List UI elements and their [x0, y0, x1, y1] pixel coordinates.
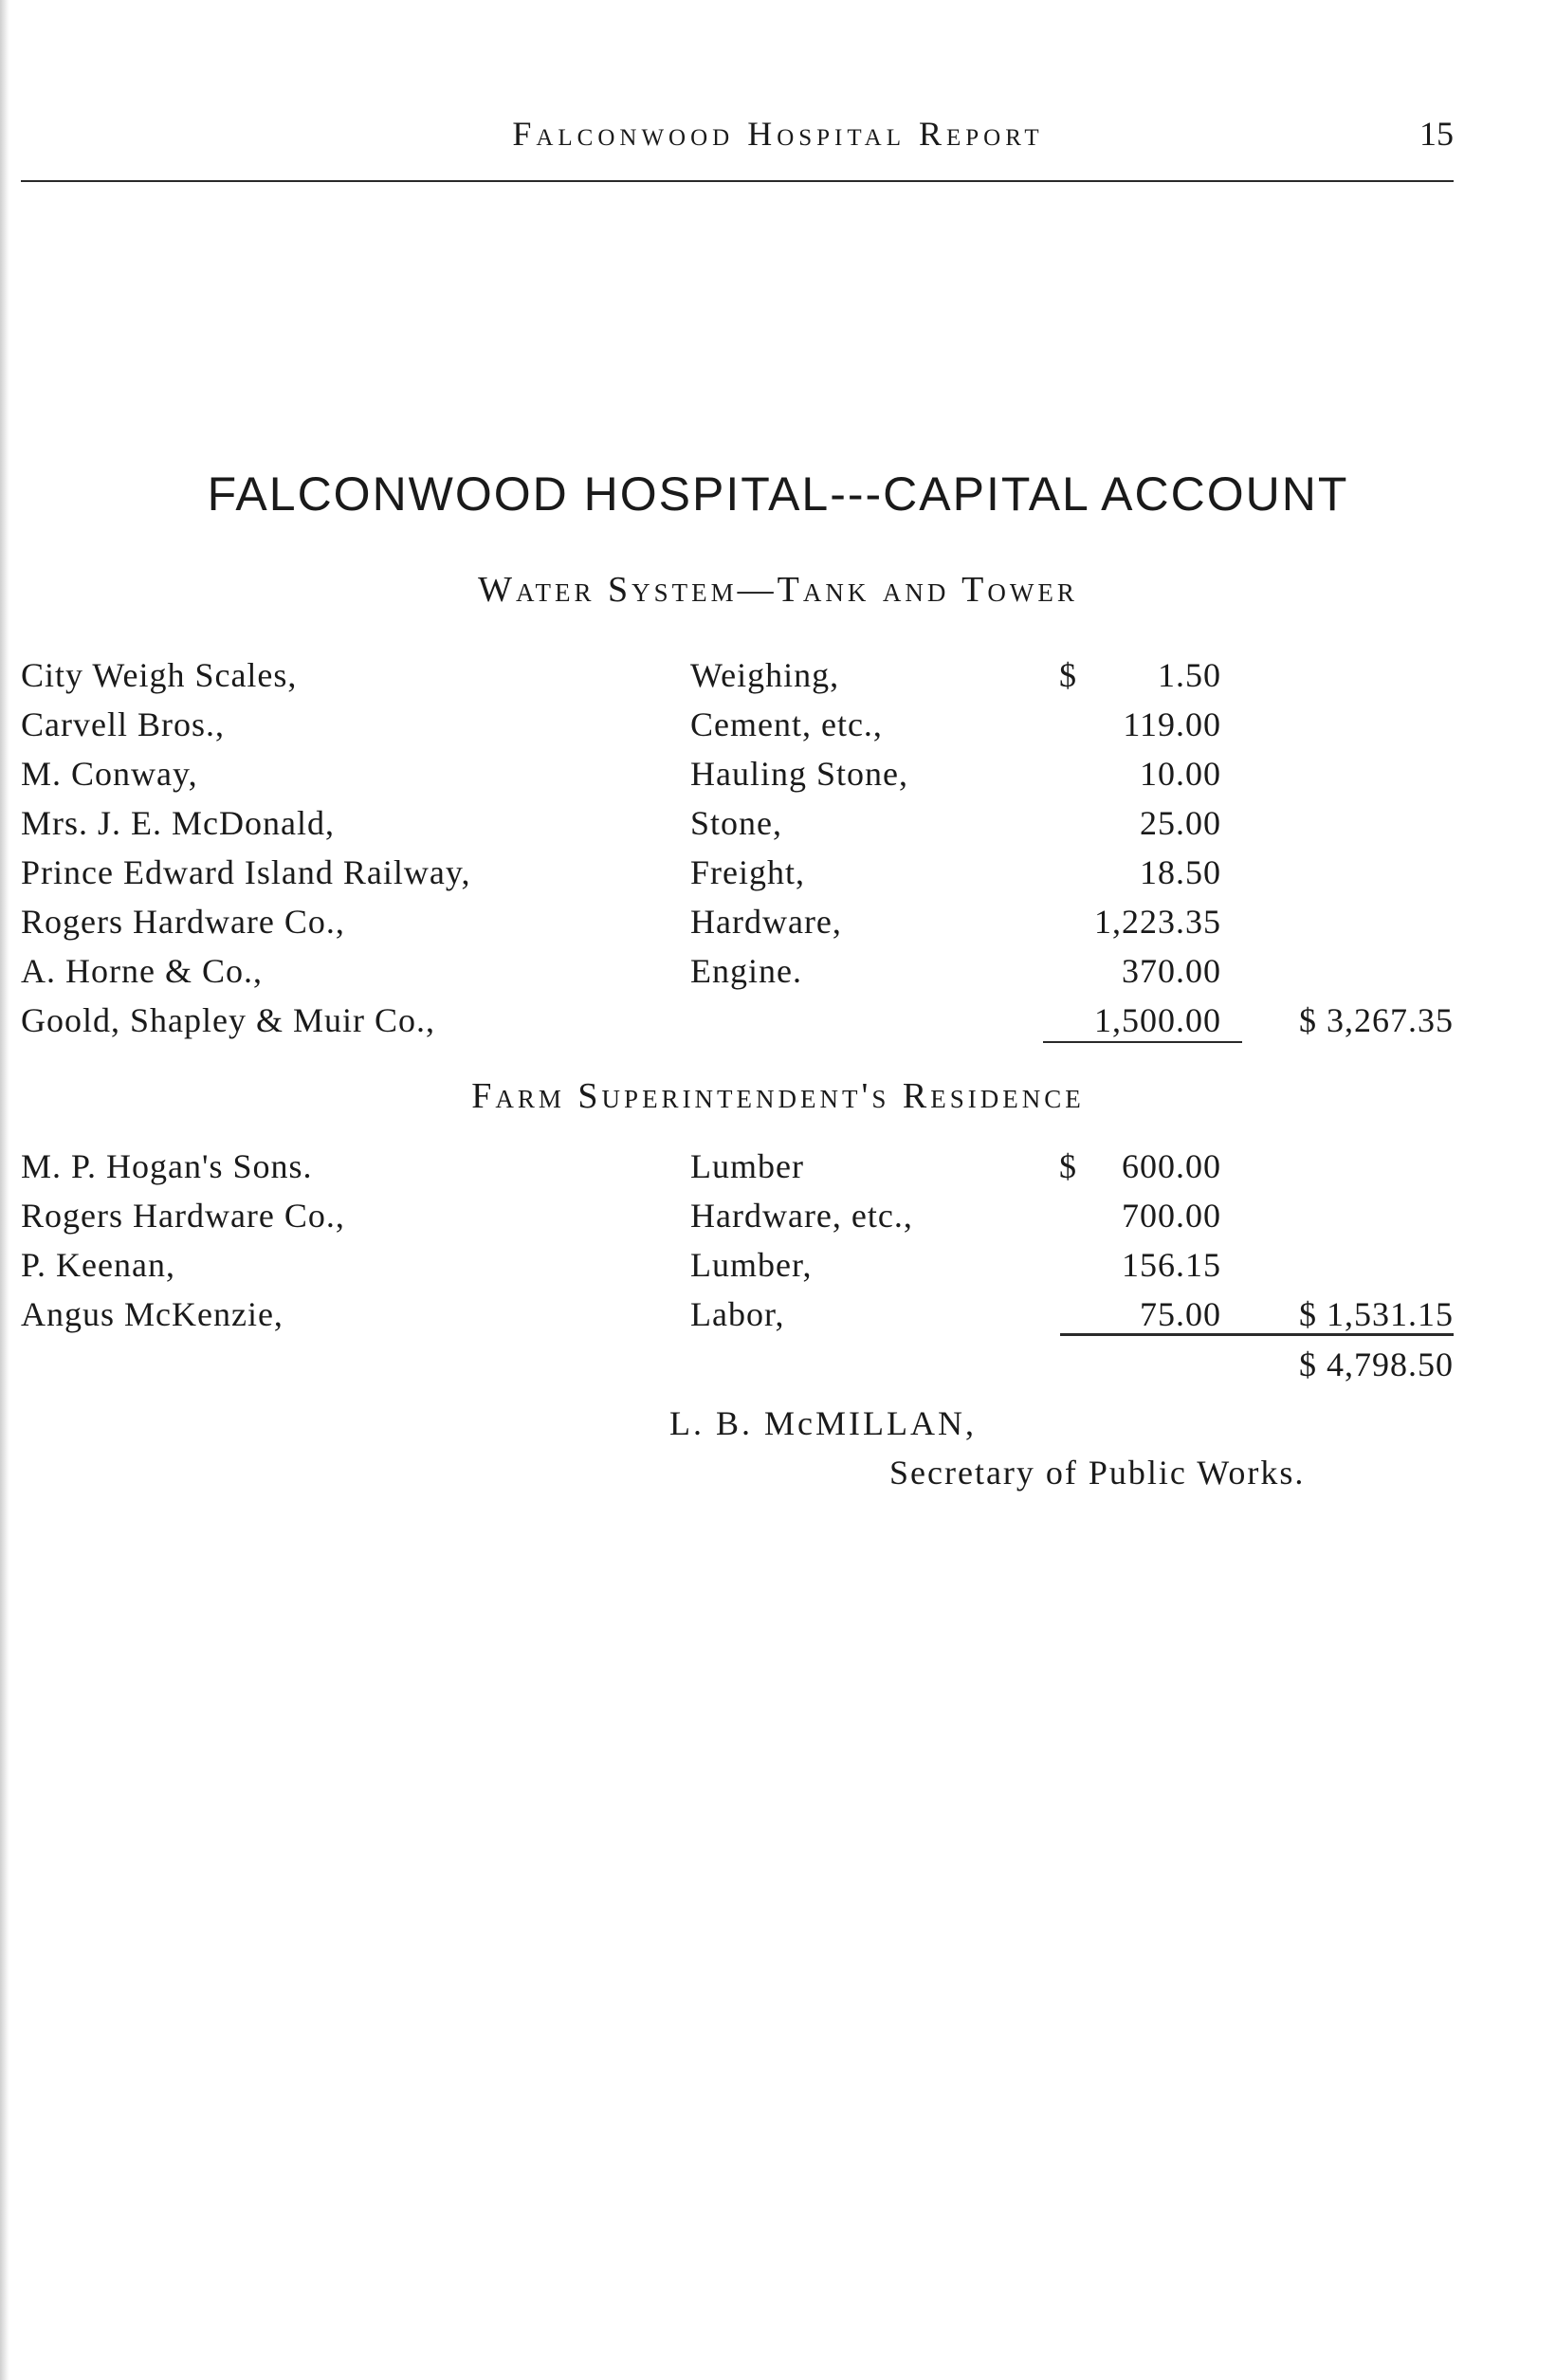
- amount: 1.50: [1158, 656, 1221, 694]
- table-row: [21, 1142, 1454, 1191]
- grand-total: $ 4,798.50: [1299, 1346, 1454, 1383]
- page-spine-shadow: [0, 0, 9, 2380]
- table-row: [21, 1191, 1454, 1240]
- payee: Rogers Hardware Co.,: [21, 903, 345, 941]
- item: Hardware,: [690, 903, 842, 941]
- payee: M. P. Hogan's Sons.: [21, 1147, 313, 1185]
- account-title: FALCONWOOD HOSPITAL---CAPITAL ACCOUNT: [207, 467, 1349, 521]
- amount: 18.50: [1140, 853, 1221, 891]
- payee: Prince Edward Island Railway,: [21, 853, 471, 891]
- header-rule: [21, 180, 1454, 182]
- item: Labor,: [690, 1295, 785, 1333]
- water-system-subtotal: $ 3,267.35: [1299, 1001, 1454, 1039]
- amount: 600.00: [1122, 1147, 1221, 1185]
- table-row: [21, 897, 1454, 946]
- amount: 75.00: [1140, 1295, 1221, 1333]
- payee: M. Conway,: [21, 755, 198, 793]
- page-number: 15: [1419, 115, 1454, 153]
- signer-title: Secretary of Public Works.: [889, 1454, 1306, 1492]
- table-row: [21, 650, 1454, 700]
- payee: P. Keenan,: [21, 1246, 175, 1284]
- farm-residence-heading: Farm Superintendent's Residence: [471, 1076, 1085, 1116]
- amount: 1,223.35: [1094, 903, 1221, 941]
- water-system-heading: Water System—Tank and Tower: [478, 570, 1078, 610]
- item: Lumber,: [690, 1246, 813, 1284]
- dollar-sign: $: [1059, 1147, 1076, 1185]
- item: Stone,: [690, 804, 783, 842]
- amount: 156.15: [1122, 1246, 1221, 1284]
- item: Cement, etc.,: [690, 705, 883, 743]
- farm-residence-table: [21, 1142, 1454, 1339]
- item: Hauling Stone,: [690, 755, 908, 793]
- table-row: [21, 749, 1454, 798]
- item: Hardware, etc.,: [690, 1197, 913, 1235]
- water-system-table: [21, 650, 1454, 1045]
- table-row: [21, 848, 1454, 897]
- payee: Mrs. J. E. McDonald,: [21, 804, 335, 842]
- dollar-sign: $: [1059, 656, 1076, 694]
- running-head: Falconwood Hospital Report: [512, 115, 1044, 153]
- amount: 10.00: [1140, 755, 1221, 793]
- amount: 370.00: [1122, 952, 1221, 990]
- payee: Angus McKenzie,: [21, 1295, 284, 1333]
- item: Weighing,: [690, 656, 840, 694]
- payee: City Weigh Scales,: [21, 656, 298, 694]
- sum-rule: [1043, 1041, 1242, 1043]
- table-row: [21, 1290, 1454, 1339]
- table-row: [21, 1240, 1454, 1290]
- payee: Rogers Hardware Co.,: [21, 1197, 345, 1235]
- table-row: [21, 700, 1454, 749]
- payee: A. Horne & Co.,: [21, 952, 263, 990]
- table-row: [21, 798, 1454, 848]
- payee: Carvell Bros.,: [21, 705, 225, 743]
- item: Engine.: [690, 952, 802, 990]
- table-row: [21, 996, 1454, 1045]
- payee: Goold, Shapley & Muir Co.,: [21, 1001, 435, 1039]
- table-row: [21, 946, 1454, 996]
- amount: 700.00: [1122, 1197, 1221, 1235]
- signer-name: L. B. McMILLAN,: [669, 1404, 977, 1442]
- grand-total-rule: [1060, 1333, 1454, 1336]
- item: Freight,: [690, 853, 805, 891]
- amount: 25.00: [1140, 804, 1221, 842]
- item: Lumber: [690, 1147, 804, 1185]
- amount: 119.00: [1123, 705, 1221, 743]
- farm-residence-subtotal: $ 1,531.15: [1299, 1295, 1454, 1333]
- amount: 1,500.00: [1094, 1001, 1221, 1039]
